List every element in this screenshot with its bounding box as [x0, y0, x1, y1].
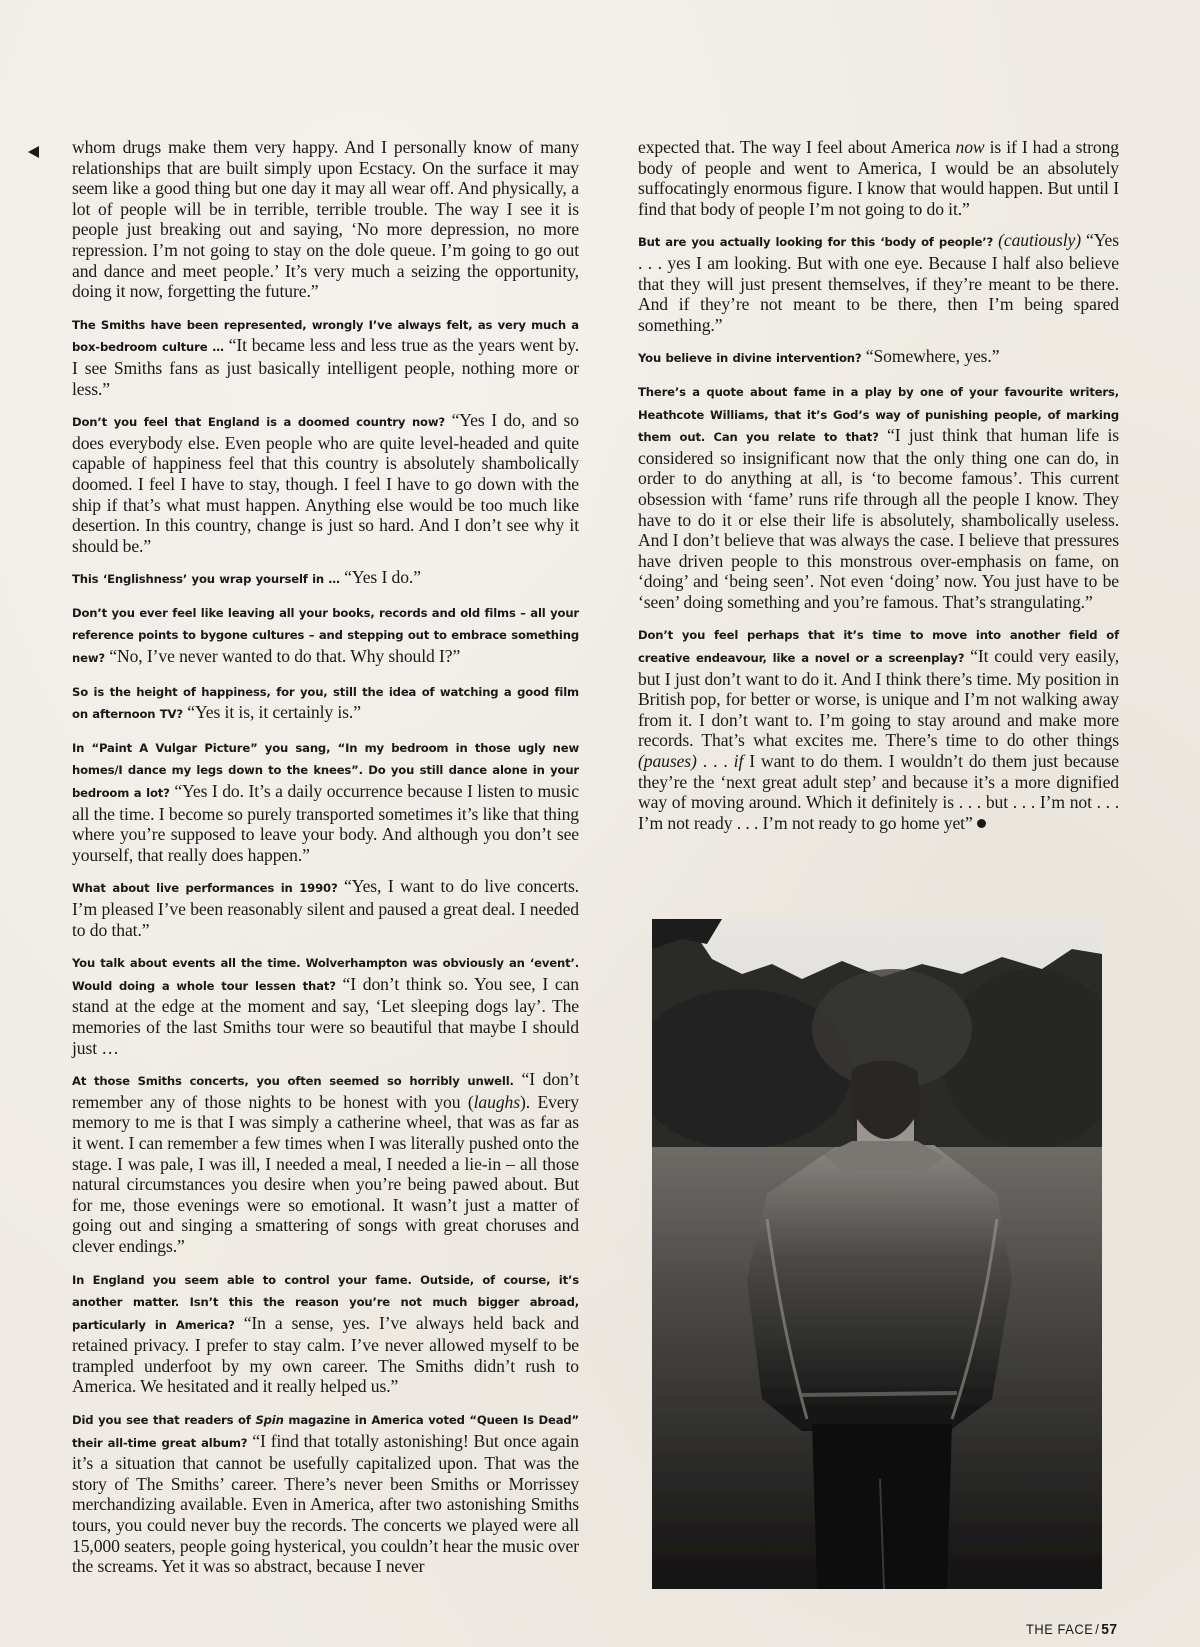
answer-text: “Yes, I want to do live concerts. I’m pleased I’ve been reasonably silent and paused a great deal. I needed to do that.”: [72, 876, 579, 940]
answer-text: whom drugs make them very happy. And I personally know of many relationships that are built simply upon Ecstacy. On the surface it may seem like a good thing but one day it may all wear off. And physically, a lot of people will be in terrible, terrible trouble. The way I see it is people just breaking out and saying, ‘No more depression, no more repression. I’m not going to stay on the dole queue. I’m going to go out and dance and meet people.’ It’s very much a seizing the opportunity, doing it now, forgetting the future.”: [72, 137, 579, 302]
question-text: You talk about events all the time. Wolverhampton was obviously an ‘event’. Would doing a whole tour lessen that?: [72, 956, 579, 993]
paragraph: [638, 230, 1119, 335]
left-column: [72, 137, 579, 1588]
question-text: There’s a quote about fame in a play by one of your favourite writers, Heathcote Williams, that it’s God’s way of punishing people, of marking them out. Can you relate to that?: [638, 384, 1119, 445]
paragraph: [72, 736, 579, 866]
paragraph: [72, 313, 579, 399]
question-text: At those Smiths concerts, you often seemed so horribly unwell.: [72, 1074, 514, 1089]
answer-text: “I just think that human life is considered so insignificant now that the only thing one can do, in order to do anything at all, is ‘to become famous’. This current obsession with ‘fame’ runs rife through all the people I know. They have to do it or else their life is absolutely, shambolically useless. And I don’t believe that was always the case. I believe that pressures have driven people to this monstrous over-emphasis on fame, on ‘doing’ and ‘being seen’. Not even ‘doing’ now. You just have to be ‘seen’ doing something and you’re famous. That’s strangulating.”: [638, 425, 1119, 612]
question-text: Don’t you ever feel like leaving all your books, records and old films – all your reference points to bygone cultures – and stepping out to embrace something new?: [72, 605, 579, 666]
paragraph: [72, 137, 579, 302]
paragraph: [72, 567, 579, 590]
paragraph: [72, 410, 579, 556]
paragraph: [72, 1268, 579, 1398]
photograph-man-in-denim-jacket: [652, 919, 1102, 1589]
stage-direction-text: (cautiously): [993, 230, 1081, 251]
answer-text: “I don’t remember any of those nights to be honest with you (: [72, 1069, 579, 1112]
magazine-title-text: Spin: [255, 1413, 284, 1428]
paragraph: [72, 601, 579, 669]
answer-text: expected that. The way I feel about America: [638, 137, 956, 157]
question-text: So is the height of happiness, for you, still the idea of watching a good film on afternoon TV?: [72, 684, 579, 722]
answer-text: “Yes . . . yes I am looking. But with one eye. Because I half also believe that they will just present themselves, if they’re meant to be there. And if they’re not meant to be there, then I’m being spared something.”: [638, 230, 1119, 335]
question-text: Did you see that readers of: [72, 1413, 256, 1428]
question-text: What about live performances in 1990?: [72, 881, 338, 896]
answer-text: “Yes I do, and so does everybody else. Even people who are quite level-headed and quite capable of happiness feel that this country is absolutely shambolically doomed. I feel I have to stay, though. I feel I have to go down with the ship if that’s what must happen. Anything else would be too much like desertion. In this country, change is just so hard. And I don’t see why it should be.”: [72, 410, 579, 556]
question-text: But are you actually looking for this ‘body of people’?: [638, 235, 994, 250]
photo-illustration: [652, 919, 1102, 1589]
question-text: You believe in divine intervention?: [638, 351, 862, 366]
continued-from-previous-page-arrow-icon: [28, 146, 39, 158]
paragraph: [72, 951, 579, 1058]
answer-text: “In a sense, yes. I’ve always held back and retained privacy. I prefer to stay calm. I’ve never allowed myself to be trampled underfoot by my own career. The Smiths didn’t rush to America. We hesitated and it really helped us.”: [72, 1312, 579, 1397]
emphasis-text: now: [955, 137, 985, 157]
question-text: Don’t you feel perhaps that it’s time to move into another field of creative endeavour, like a novel or a screenplay?: [638, 628, 1119, 666]
answer-text: “No, I’ve never wanted to do that. Why should I?”: [104, 646, 461, 667]
footer-separator: /: [1095, 1621, 1100, 1637]
answer-text: . . .: [696, 751, 734, 772]
answer-text: “It became less and less true as the years went by. I see Smiths fans as just basically intelligent people, nothing more or less.”: [72, 335, 579, 399]
stage-direction-text: (pauses): [638, 751, 697, 772]
answer-text: “I find that totally astonishing! But once again it’s a situation that cannot be usefully capitalized upon. That was the story of The Smiths’ career. There’s never been Smiths or Morrissey merchandizing available. Even in America, after two astonishing Smiths tours, you could never buy the records. The concerts we played were all 15,000 seaters, people going hysterical, you couldn’t hear the music over the screams. Yet it was so abstract, because I never: [72, 1430, 580, 1577]
answer-text: “Yes it is, it certainly is.”: [182, 702, 361, 723]
question-text: The Smiths have been represented, wrongly I’ve always felt, as very much a box-bedroom culture …: [72, 317, 579, 355]
answer-text: I want to do them. I wouldn’t do them just because they’re the ‘next great adult step’ and because it’s a more dignified way of moving around. Which it definitely is . . . but . . . I’m not . . . I’m not ready . . . I’m not ready to go home yet”: [638, 751, 1119, 833]
answer-text: “Somewhere, yes.”: [861, 346, 1000, 367]
answer-text: is if I had a strong body of people and went to America, I would be an absolutely suffocatingly enormous figure. I know that would happen. But until I find that body of people I’m not going to do it.”: [638, 137, 1120, 219]
paragraph: [638, 380, 1119, 613]
emphasis-text: if: [733, 751, 744, 772]
question-text: This ‘Englishness’ you wrap yourself in …: [72, 572, 340, 587]
answer-text: “Yes I do. It’s a daily occurrence because I listen to music all the time. I become so purely transported sometimes it’s like that thing where you’re supposed to leave your body. And although you don’t see yourself, that really does happen.”: [72, 781, 579, 865]
question-text: In England you seem able to control your fame. Outside, of course, it’s another matter. Isn’t this the reason you’re not much bigger abroad, particularly in America?: [72, 1272, 579, 1332]
paragraph: [72, 1408, 579, 1577]
answer-text: ). Every memory to me is that I was simply a catherine wheel, that was as far as it went. I can remember a few times when I was literally pushed onto the stage. I was pale, I was ill, I needed a meal, I needed a lie-in – all those natural circumstances you desire when you’re being pawed about. But for me, those evenings were so emotional. It wasn’t just a matter of going out and singing a smattering of songs with great choruses and clever endings.”: [72, 1091, 579, 1256]
question-text: Don’t you feel that England is a doomed country now?: [72, 415, 445, 430]
paragraph: [72, 680, 579, 725]
page-number: 57: [1101, 1621, 1118, 1638]
answer-text: “It could very easily, but I just don’t want to do it. And I think there’s time. My position in British pop, for better or worse, is unique and I’m not walking away from it. I don’t want to. I’m going to stay around and make more records. That’s what excites me. There’s time to do other things: [638, 646, 1119, 751]
paragraph: [72, 1069, 579, 1256]
answer-text: “I don’t think so. You see, I can stand at the edge at the moment and say, ‘Let sleeping dogs lay’. The memories of the last Smiths tour were so beautiful that maybe I should just …: [72, 973, 579, 1058]
end-of-article-bullet-icon: [977, 819, 986, 828]
stage-direction-text: laughs: [473, 1091, 520, 1112]
page-footer: [1026, 1621, 1118, 1638]
paragraph: [72, 876, 579, 940]
paragraph: [638, 137, 1119, 219]
right-column: [638, 137, 1119, 844]
question-text: magazine in America voted “Queen Is Dead” their all-time great album?: [72, 1413, 579, 1450]
paragraph: [638, 346, 1119, 369]
question-text: In “Paint A Vulgar Picture” you sang, “In my bedroom in those ugly new homes/I dance my legs down to the knees”. Do you still dance alone in your bedroom a lot?: [72, 740, 579, 801]
publication-name: THE FACE: [1026, 1621, 1094, 1637]
answer-text: “Yes I do.”: [339, 567, 421, 588]
paragraph: [638, 623, 1119, 833]
